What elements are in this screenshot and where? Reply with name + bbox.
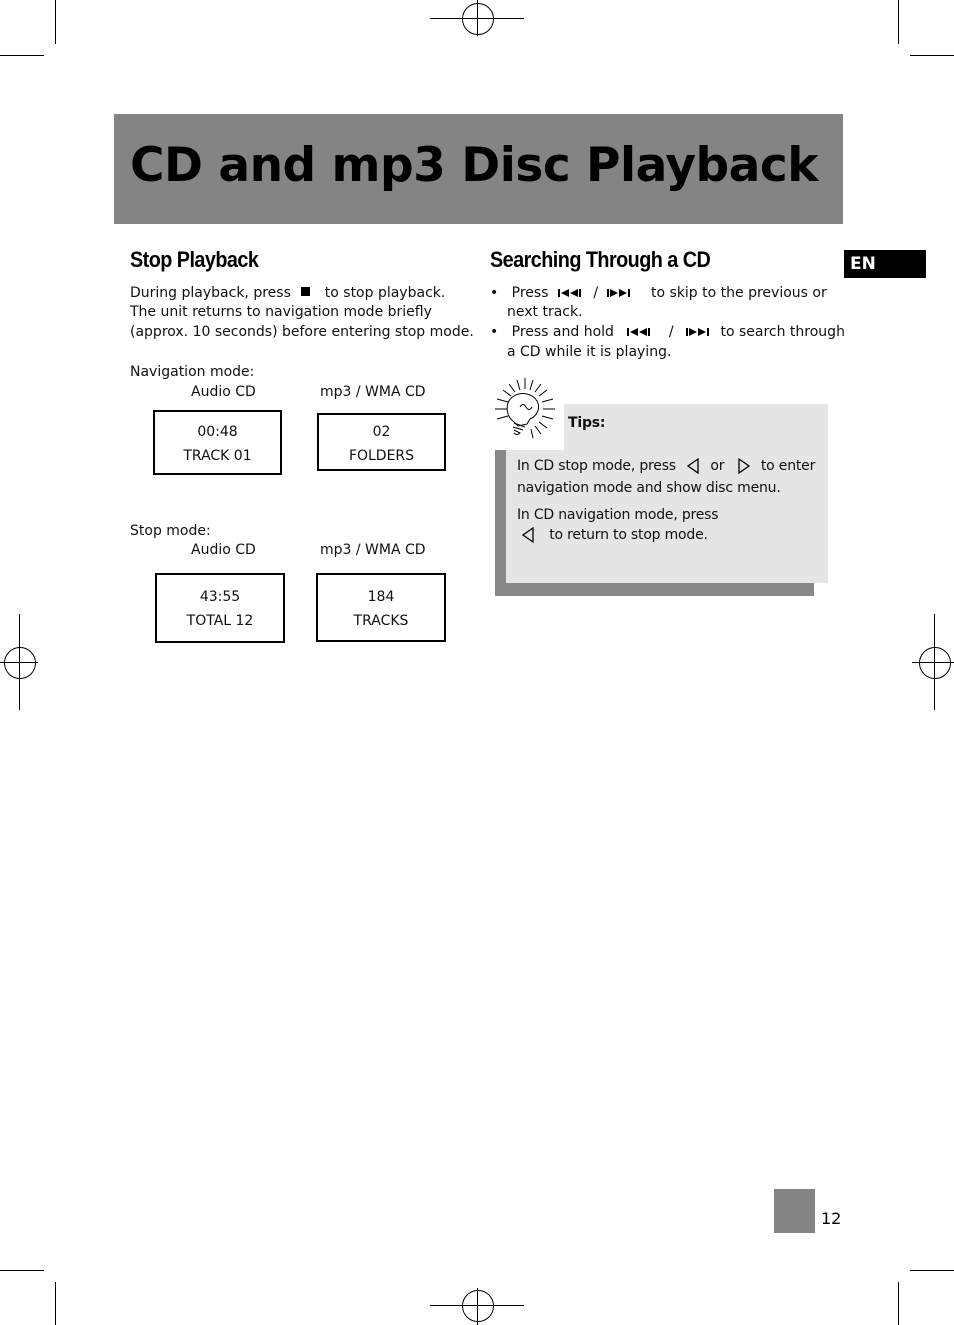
crop-mark [0,1270,44,1271]
crop-mark [910,1270,954,1271]
right-arrow-icon [737,458,751,474]
tip-1-text-b: to enter [760,458,816,474]
tip-1-line-1 [517,456,815,477]
bullet-2-separator: / [668,324,674,340]
left-arrow-icon [521,527,535,543]
display-line: TRACKS [353,613,409,629]
stop-playback-line2: The unit returns to navigation mode briefly [130,304,432,320]
tip-1-line-2: navigation mode and show disc menu. [517,480,781,496]
display-stop-audio [155,573,285,643]
crop-mark [898,0,899,44]
bullet-1-continued: next track. [507,304,583,320]
display-nav-mp3 [317,413,446,471]
display-stop-mp3 [316,573,446,642]
bullet-2-continued: a CD while it is playing. [507,344,672,360]
left-arrow-icon [686,458,700,474]
display-line: FOLDERS [348,448,415,464]
page-title: CD and mp3 Disc Playback [130,138,818,193]
bullet-1-press: Press [511,285,549,301]
stop-mode-label: Stop mode: [130,523,211,539]
stop-playback-line3: (approx. 10 seconds) before entering stop mode. [130,324,474,340]
language-badge: EN [844,250,926,278]
crop-mark [55,1282,56,1325]
bullet-1 [490,283,827,303]
skip-previous-icon [626,327,652,337]
bullet-1-separator: / [593,285,599,301]
stop-audio-cd-label: Audio CD [191,542,256,558]
tip-2-line-2 [517,525,708,546]
bullet-2-after: to search through [720,324,845,340]
tip-2-text-b: to return to stop mode. [549,527,708,543]
crop-mark [898,1282,899,1325]
navigation-mode-label: Navigation mode: [130,364,255,380]
nav-audio-cd-label: Audio CD [191,384,256,400]
display-line: 43:55 [199,589,241,605]
bullet-1-after: to skip to the previous or [651,285,827,301]
searching-heading: Searching Through a CD [490,247,711,272]
tip-1-or: or [710,458,725,474]
display-nav-audio [153,410,282,475]
bullet-dot: • [490,324,508,340]
skip-previous-icon [557,288,583,298]
nav-mp3-label: mp3 / WMA CD [320,384,426,400]
display-line: 184 [367,589,395,605]
stop-mp3-label: mp3 / WMA CD [320,542,426,558]
tip-2-line-1: In CD navigation mode, press [517,507,719,523]
display-line: TOTAL 12 [186,613,254,629]
crop-mark [0,55,44,56]
stop-playback-line1 [130,283,445,303]
display-line: 02 [372,424,391,440]
bullet-2 [490,322,845,342]
tips-label: Tips: [568,415,606,431]
stop-square-icon [301,287,310,296]
display-line: TRACK 01 [183,448,252,464]
crop-mark [55,0,56,44]
stop-playback-line1-before: During playback, press [130,285,291,301]
lightbulb-icon [489,375,565,451]
bullet-2-press: Press and hold [511,324,614,340]
page-number-box [774,1189,815,1233]
skip-next-icon [684,327,710,337]
stop-playback-line1-after: to stop playback. [324,285,446,301]
stop-playback-heading: Stop Playback [130,247,259,272]
skip-next-icon [605,288,631,298]
display-line: 00:48 [197,424,238,440]
tip-1-text-a: In CD stop mode, press [517,458,676,474]
page-number: 12 [821,1209,842,1228]
crop-mark [910,55,954,56]
bullet-dot: • [490,285,508,301]
